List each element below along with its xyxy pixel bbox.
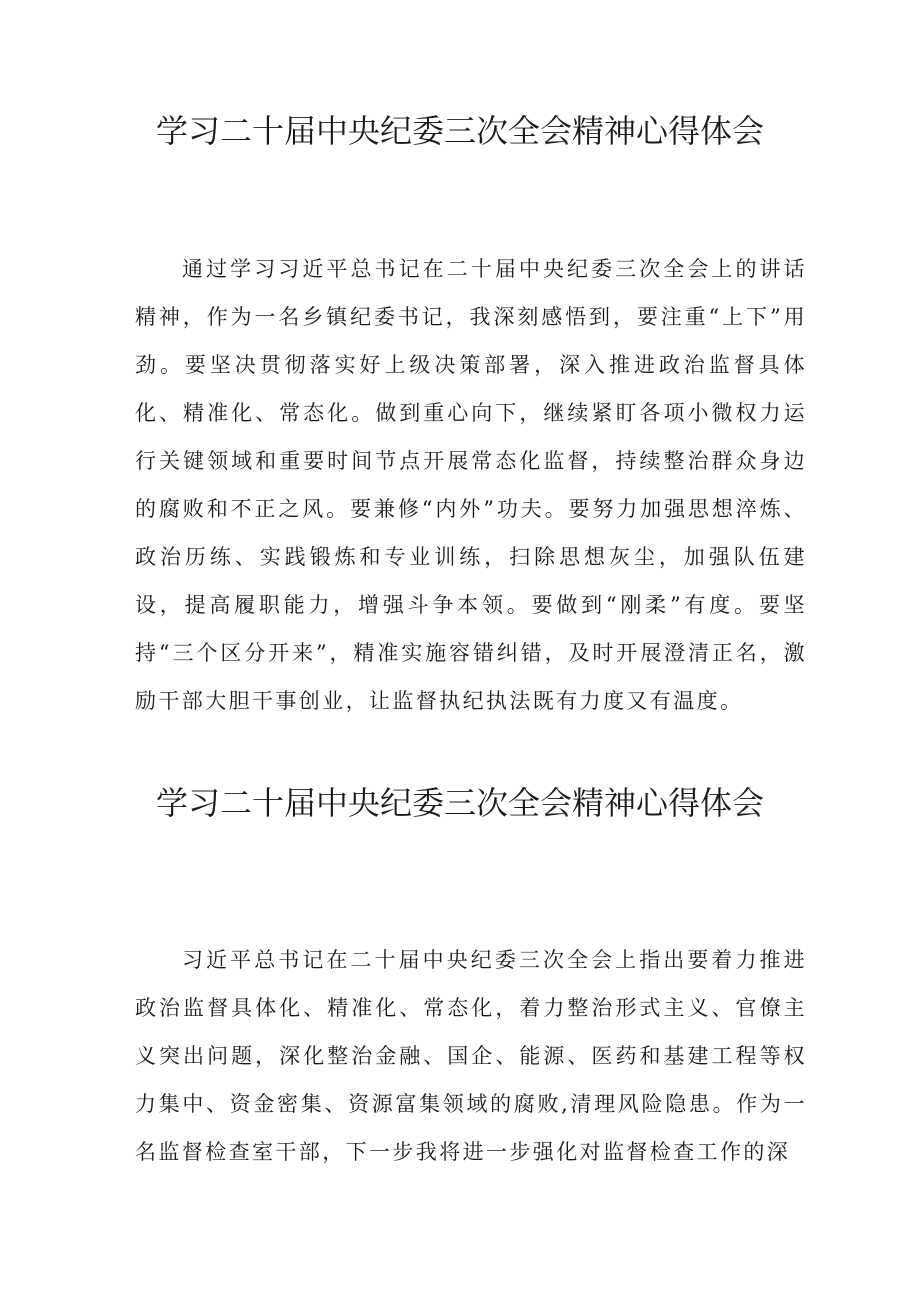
section-title-2: 学习二十届中央纪委三次全会精神心得体会 — [155, 784, 764, 822]
section-body-2: 习近平总书记在二十届中央纪委三次全会上指出要着力推进政治监督具体化、精准化、常态化，着力整治形式主义、官僚主义突出问题，深化整治金融、国企、能源、医药和基建工程等权力集中、资金密集、资源富集领域的腐败,清理风险隐患。作为一名监督检查室干部，下一步我将进一步强化对监督检查工作的深 — [135, 948, 807, 1164]
section-body-1: 通过学习习近平总书记在二十届中央纪委三次全会上的讲话精神，作为一名乡镇纪委书记，我深刻感悟到，要注重“上下”用劲。要坚决贯彻落实好上级决策部署，深入推进政治监督具体化、精准化、常态化。做到重心向下，继续紧盯各项小微权力运行关键领域和重要时间节点开展常态化监督，持续整治群众身边的腐败和不正之风。要兼修“内外”功夫。要努力加强思想淬炼、政治历练、实践锻炼和专业训练，扫除思想灰尘，加强队伍建设，提高履职能力，增强斗争本领。要做到“刚柔”有度。要坚持“三个区分开来”，精准实施容错纠错，及时开展澄清正名，激励干部大胆干事创业，让监督执纪执法既有力度又有温度。 — [135, 257, 807, 713]
section-title-1: 学习二十届中央纪委三次全会精神心得体会 — [155, 112, 764, 150]
